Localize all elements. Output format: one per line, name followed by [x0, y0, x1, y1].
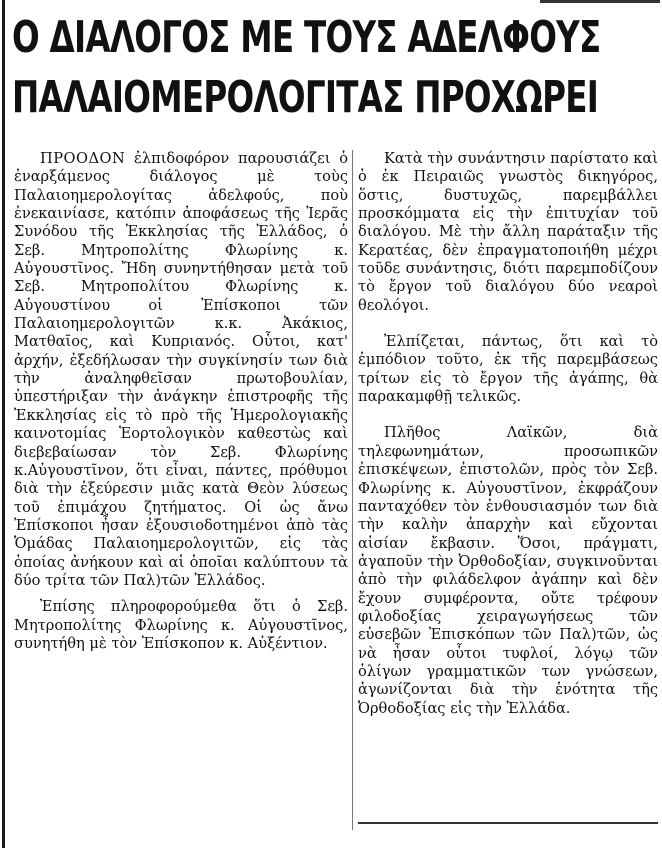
lead-word: ΠΡΟΟΔΟΝ	[40, 150, 126, 167]
left-border-rule	[2, 0, 5, 848]
left-paragraph-2: Ἐπίσης πληροφορούμεθα ὅτι ὁ Σεβ. Μητροπολίτης Φλωρίνης κ. Αὐγουστῖνος, συνητήθη μὲ τὸν Ἐπίσκοπον κ. Αὐξέντιον.	[14, 598, 348, 652]
headline	[12, 8, 601, 128]
headline-line-1: Ο ΔΙΑΛΟΓΟΣ ΜΕ ΤΟΥΣ ΑΔΕΛΦΟΥΣ	[12, 12, 601, 63]
right-paragraph-2: Ἐλπίζεται, πάντως, ὅτι καὶ τὸ ἐμπόδιον τοῦτο, ἐκ τῆς παρεμβάσεως τρίτων εἰς τὸ ἔργον τῆς ἀγάπης, θὰ παρακαμφθῇ τελικῶς.	[358, 333, 658, 406]
right-paragraph-3: Πλῆθος Λαϊκῶν, διὰ τηλεφωνημάτων, προσωπικῶν ἐπισκέψεων, ἐπιστολῶν, πρὸς τὸν Σεβ. Φλωρίνης κ. Αὐγουστῖνον, ἐκφράζουν πανταχόθεν τὸν ἐνθουσιασμόν των διὰ τὴν καλὴν ἀπαρχὴν καὶ εὔχονται αἰσίαν ἔκβασιν. Ὅσοι, πράγματι, ἀγαποῦν τὴν Ὀρθοδοξίαν, συγκινοῦνται ἀπὸ τὴν φιλάδελφον ἀγάπην καὶ δὲν ἔχουν συμφέροντα, οὔτε τρέφουν φιλοδοξίας χειραγωγήσεως τῶν εὐσεβῶν Ἐπισκόπων τῶν Παλ)τῶν, ὡς νὰ ἦσαν οὗτοι τυφλοί, λόγῳ τῶν ὀλίγων γραμματικῶν των γνώσεων, ἀγωνίζονται διὰ τὴν ἑνότητα τῆς Ὀρθοδοξίας εἰς τὴν Ἑλλάδα.	[358, 424, 658, 717]
left-paragraph-1	[14, 150, 348, 590]
column-divider	[352, 150, 353, 830]
bottom-border-rule	[358, 822, 658, 824]
headline-line-2: ΠΑΛΑΙΟΜΕΡΟΛΟΓΙΤΑΣ ΠΡΟΧΩΡΕΙ	[12, 72, 599, 123]
left-column	[14, 150, 348, 653]
left-paragraph-1-text: ἐλπιδοφόρον παρουσιάζει ὁ ἐναρξάμενος διάλογος μὲ τοὺς Παλαιοημερολογίτας ἀδελφούς, ποὺ ἐνεκαινίασε, κατόπιν ἀποφάσεως τῆς Ἱερᾶς Συνόδου τῆς Ἐκκλησίας τῆς Ἑλλάδος, ὁ Σεβ. Μητροπολίτης Φλωρίνης κ. Αὐγουστῖνος. Ἤδη συνηντήθησαν μετὰ τοῦ Σεβ. Μητροπολίτου Φλωρίνης κ. Αὐγουστίνου οἱ Ἐπίσκοποι τῶν Παλαιοημερολογιτῶν κ.κ. Ἀκάκιος, Ματθαῖος, καὶ Κυπριανός. Οὗτοι, κατ' ἀρχήν, ἐξεδήλωσαν τὴν συγκίνησίν των διὰ τὴν ἀναληφθεῖσαν πρωτοβουλίαν, ὑπεστήριξαν τὴν ἀνάγκην ἐπιστροφῆς τῆς Ἐκκλησίας εἰς τὸ πρὸ τῆς Ἡμερολογιακῆς καινοτομίας Ἑορτολογικὸν καθεστὼς καὶ διεβεβαίωσαν τὸν Σεβ. Φλωρίνης κ.Αὐγουστῖνον, ὅτι εἶναι, πάντες, πρόθυμοι διὰ τὴν ἐξεύρεσιν μιᾶς κατὰ Θεὸν λύσεως τοῦ ἐπιμάχου ζητήματος. Οἱ ὡς ἄνω Ἐπίσκοποι ἦσαν ἐξουσιοδοτημένοι ἀπὸ τὰς Ὁμάδας Παλαιοημερολογιτῶν, εἰς τὰς ὁποίας ἀνήκουν καὶ αἱ ὁποῖαι καλύπτουν τὰ δύο τρίτα τῶν Παλ)τῶν Ἑλλάδος.	[14, 150, 348, 589]
right-column	[358, 150, 658, 718]
top-border-rule	[540, 0, 660, 3]
right-paragraph-1: Κατὰ τὴν συνάντησιν παρίστατο καὶ ὁ ἐκ Πειραιῶς γνωστὸς δικηγόρος, ὅστις, δυστυχῶς, παρεμβάλλει προσκόμματα εἰς τὴν ἐπιτυχίαν τοῦ διαλόγου. Μὲ τὴν ἄλλη παράταξιν τῆς Κερατέας, δὲν ἐπραγματοποιήθη μέχρι τοῦδε συνάντησις, διότι παρεμποδίζουν τὸ ἔργον τοῦ διαλόγου δύο νεαροὶ θεολόγοι.	[358, 150, 658, 314]
